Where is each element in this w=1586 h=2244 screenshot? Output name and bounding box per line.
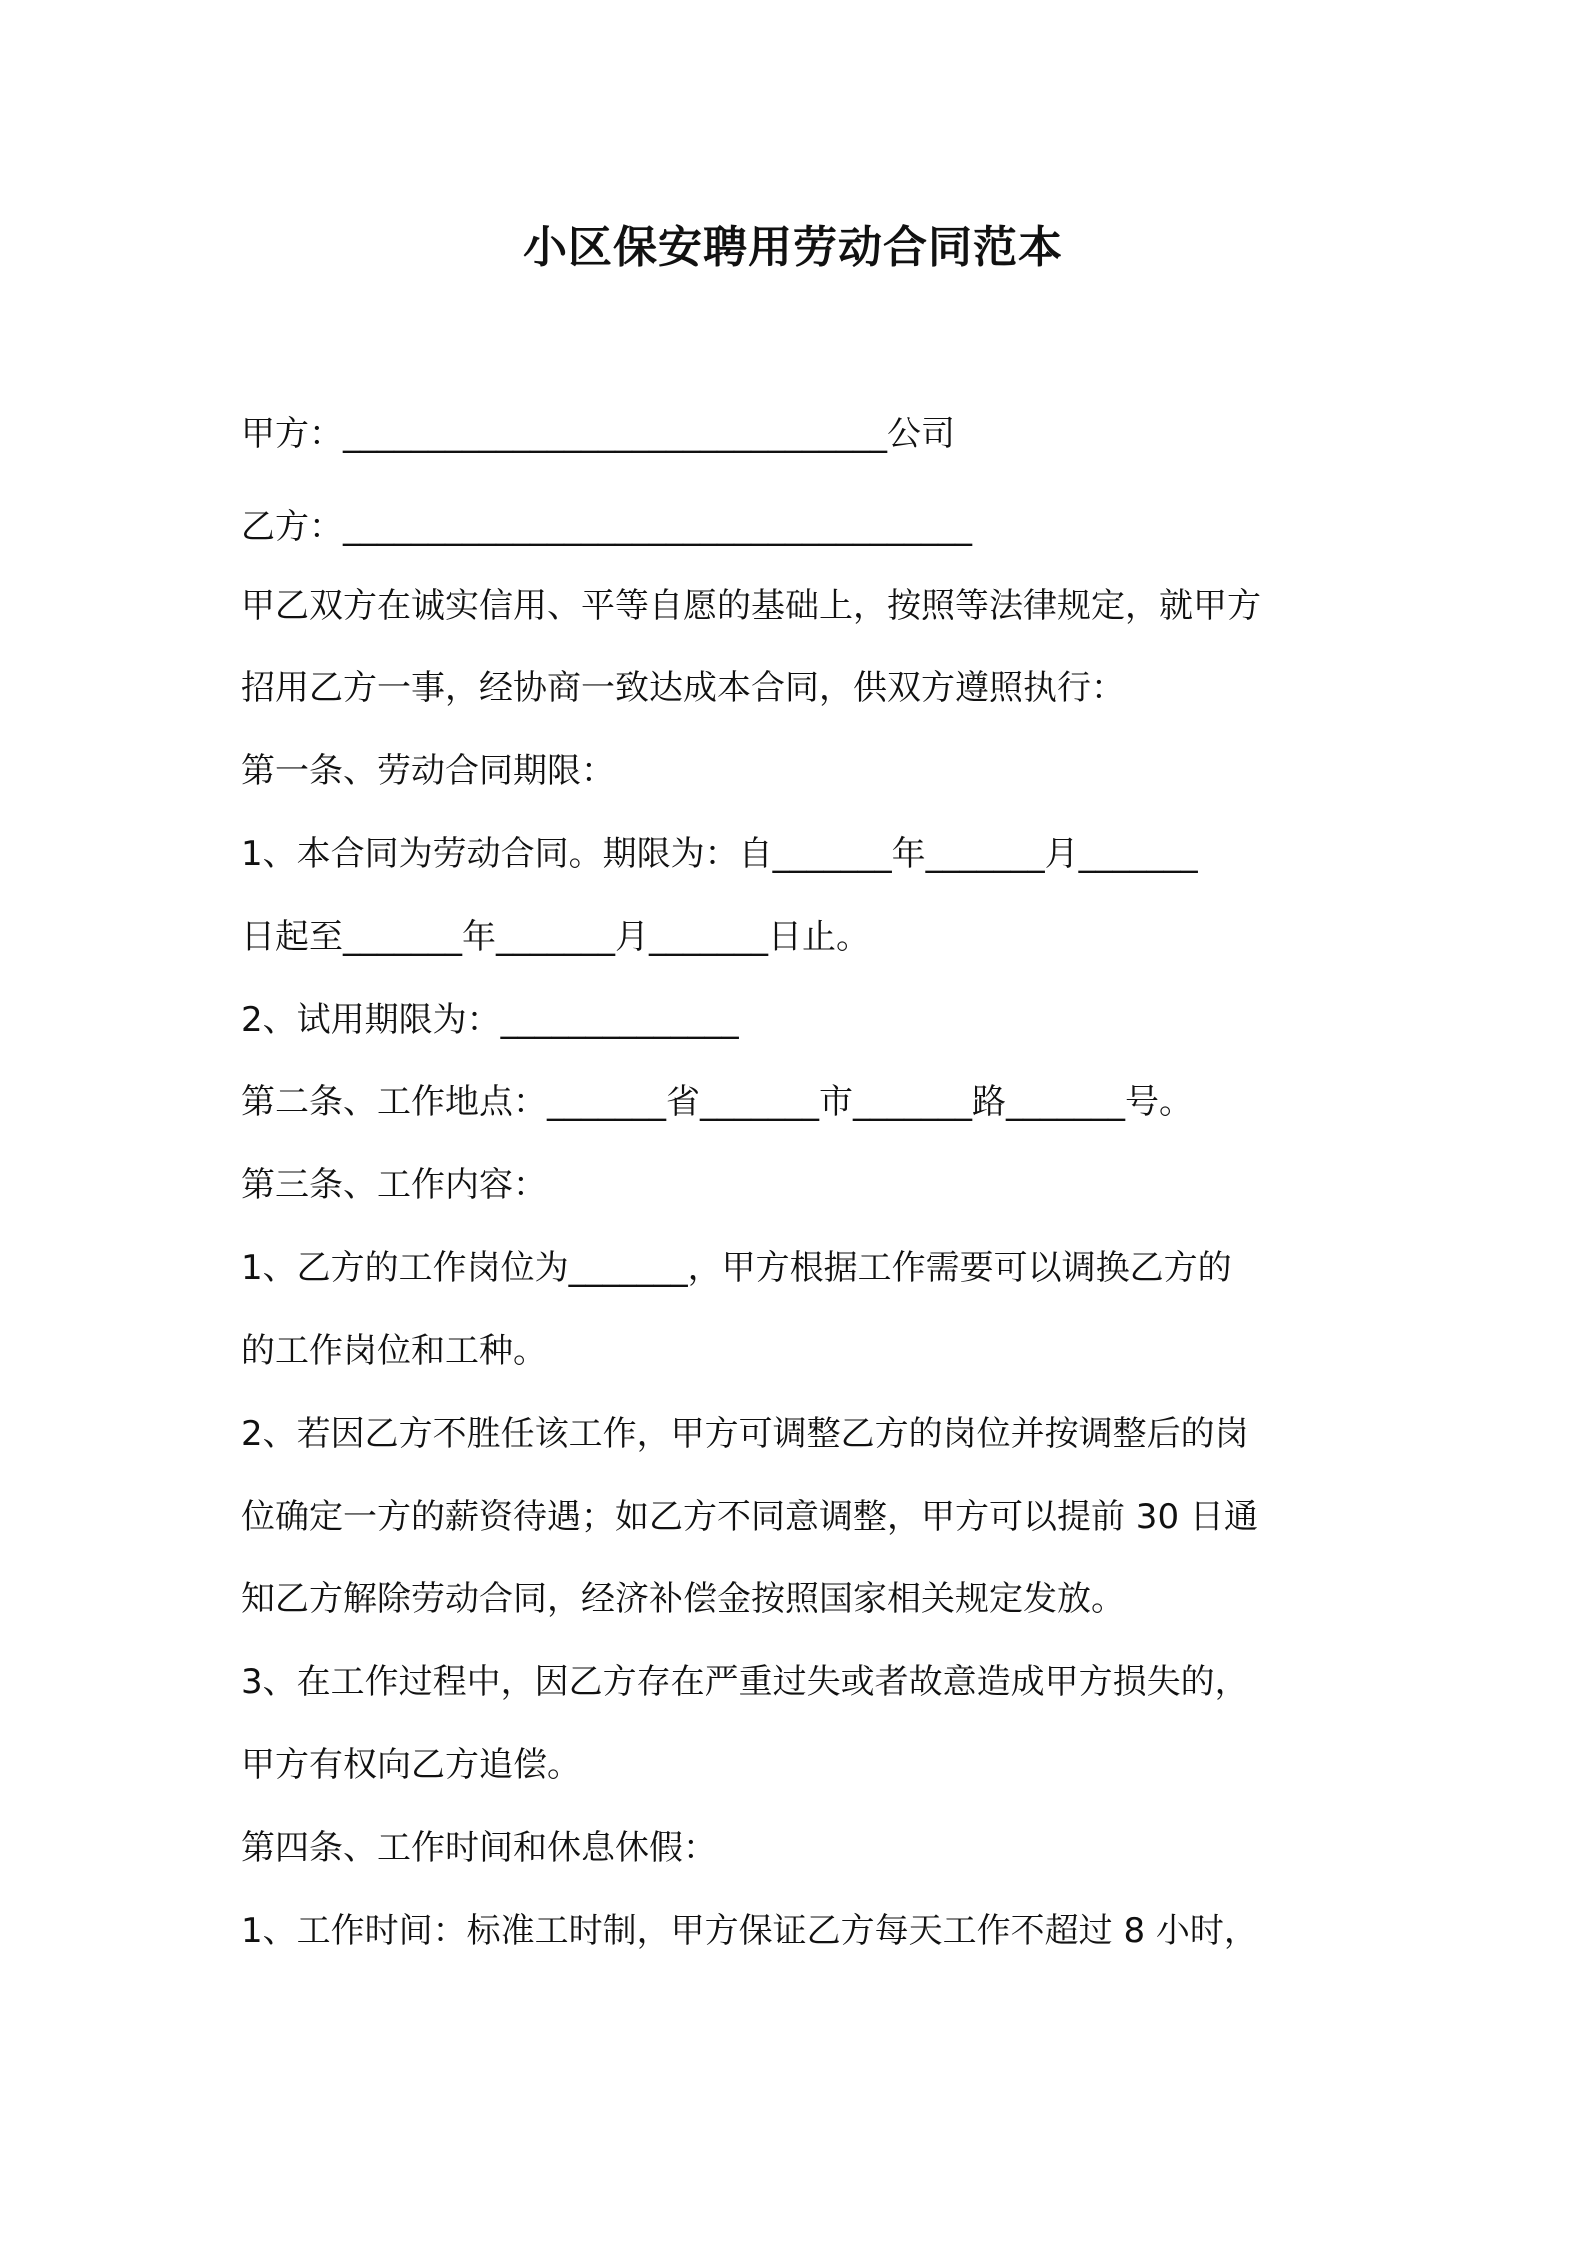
article-3-item-2-line-2: 位确定一方的薪资待遇；如乙方不同意调整，甲方可以提前 30 日通 [241, 1497, 1258, 1537]
article-3-item-3-line-1: 3、在工作过程中，因乙方存在严重过失或者故意造成甲方损失的， [241, 1662, 1249, 1702]
article-2-heading: 第二条、工作地点：_______省_______市_______路_______号。 [241, 1082, 1193, 1122]
article-3-heading: 第三条、工作内容： [241, 1165, 547, 1205]
document-title: 小区保安聘用劳动合同范本 [523, 222, 1063, 273]
party-a-line: 甲方：________________________________公司 [241, 414, 955, 454]
article-4-item-1-line-1: 1、工作时间：标准工时制，甲方保证乙方每天工作不超过 8 小时， [241, 1911, 1258, 1951]
article-3-item-1-line-2: 的工作岗位和工种。 [241, 1331, 547, 1371]
article-3-item-3-line-2: 甲方有权向乙方追偿。 [241, 1745, 581, 1785]
article-1-item-1-line-2: 日起至_______年_______月_______日止。 [241, 917, 870, 957]
article-1-item-2: 2、试用期限为：______________ [241, 1000, 739, 1040]
party-b-line: 乙方：_____________________________________ [241, 507, 972, 547]
article-1-item-1-line-1: 1、本合同为劳动合同。期限为：自_______年_______月_______ [241, 834, 1198, 874]
article-1-heading: 第一条、劳动合同期限： [241, 751, 615, 791]
preamble-line-2: 招用乙方一事，经协商一致达成本合同，供双方遵照执行： [241, 668, 1125, 708]
preamble-line-1: 甲乙双方在诚实信用、平等自愿的基础上，按照等法律规定，就甲方 [241, 586, 1261, 626]
article-3-item-1-line-1: 1、乙方的工作岗位为_______，甲方根据工作需要可以调换乙方的 [241, 1248, 1232, 1288]
article-3-item-2-line-3: 知乙方解除劳动合同，经济补偿金按照国家相关规定发放。 [241, 1579, 1125, 1619]
article-3-item-2-line-1: 2、若因乙方不胜任该工作，甲方可调整乙方的岗位并按调整后的岗 [241, 1414, 1249, 1454]
article-4-heading: 第四条、工作时间和休息休假： [241, 1828, 717, 1868]
